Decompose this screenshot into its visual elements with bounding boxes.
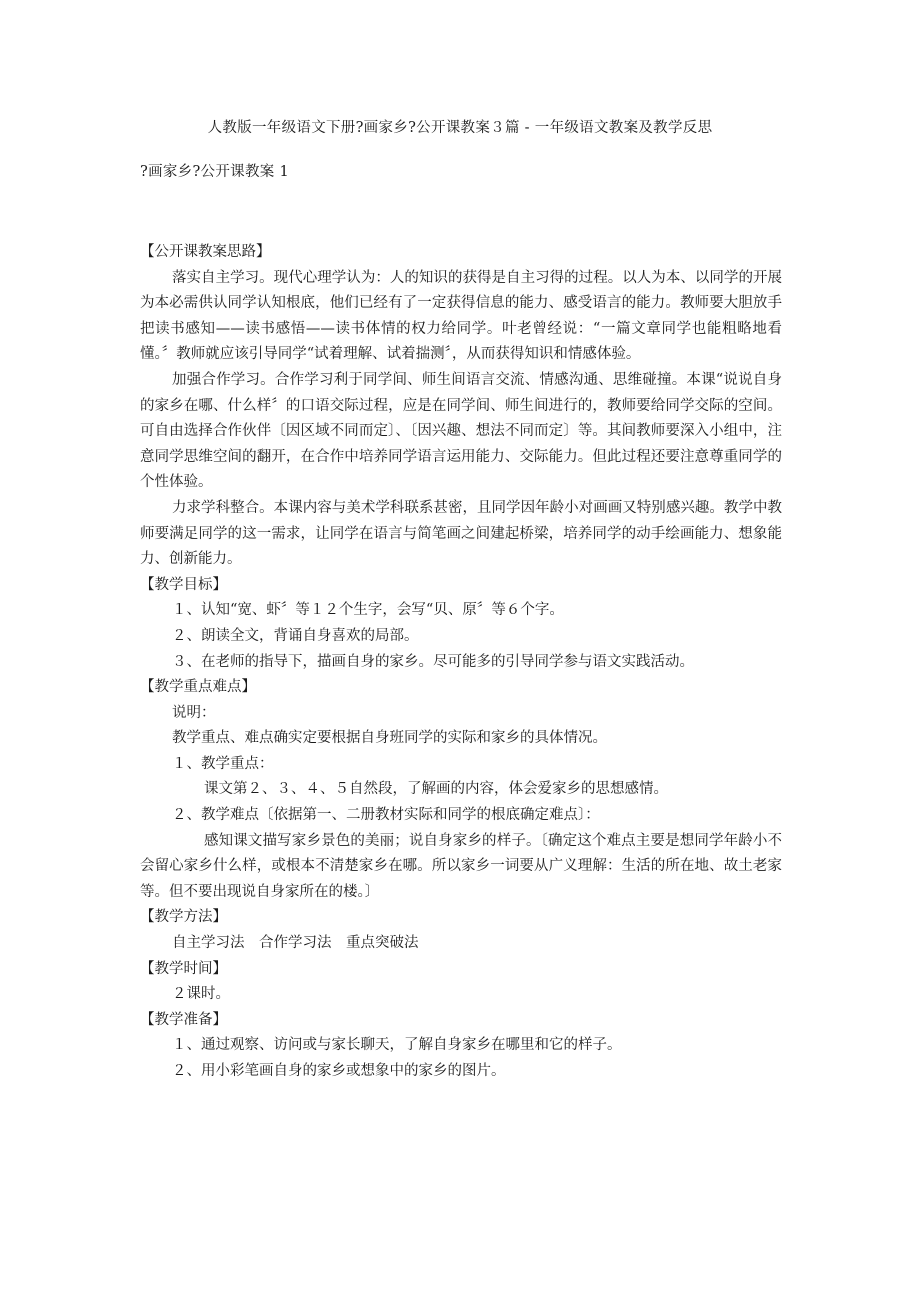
preparation-item-1: １、通过观察、访问或与家长聊天，了解自身家乡在哪里和它的样子。	[172, 1037, 622, 1054]
goal-item-2: ２、朗读全文，背诵自身喜欢的局部。	[172, 627, 419, 644]
document-subtitle: ?画家乡?公开课教案 1	[140, 164, 289, 180]
section-heading-key-points: 【教学重点难点】	[140, 679, 256, 696]
goal-item-1: １、认知“宽、虾〞等１２个生字，会写“贝、原〞等６个字。	[172, 602, 564, 619]
section-heading-approach: 【公开课教案思路】	[140, 244, 271, 260]
goal-item-3: ３、在老师的指导下，描画自身的家乡。尽可能多的引导同学参与语文实践活动。	[172, 653, 694, 670]
document-title: 人教版一年级语文下册?画家乡?公开课教案３篇 - 一年级语文教案及教学反思	[207, 120, 713, 136]
section-heading-methods: 【教学方法】	[140, 909, 227, 926]
section-heading-time: 【教学时间】	[140, 960, 227, 977]
section-heading-preparation: 【教学准备】	[140, 1011, 227, 1028]
methods-text: 自主学习法 合作学习法 重点突破法	[172, 935, 419, 952]
time-text: ２课时。	[172, 986, 230, 1003]
difficulty-label: ２、教学难点〔依据第一、二册教材实际和同学的根底确定难点〕：	[172, 807, 600, 824]
difficulty-text: 感知课文描写家乡景色的美丽；说自身家乡的样子。〔确定这个难点主要是想同学年龄小不会留心家乡什么样，或根本不清楚家乡在哪。所以家乡一词要从广义理解：生活的所在地、故土老家等。但不要出现说自身家所在的楼。〕	[140, 832, 782, 900]
key-points-note-label: 说明：	[172, 704, 216, 721]
preparation-item-2: ２、用小彩笔画自身的家乡或想象中的家乡的图片。	[172, 1063, 506, 1079]
document-body	[140, 240, 782, 1085]
section-heading-goals: 【教学目标】	[140, 576, 227, 593]
approach-paragraph-1: 落实自主学习。现代心理学认为：人的知识的获得是自主习得的过程。以人为本、以同学的开展为本必需供认同学认知根底，他们已经有了一定获得信息的能力、感受语言的能力。教师要大胆放手把读书感知——读书感悟——读书体情的权力给同学。叶老曾经说：“一篇文章同学也能粗略地看懂。〞教师就应该引导同学“试着理解、试着揣测〞，从而获得知识和情感体验。	[140, 269, 782, 363]
key-points-note-text: 教学重点、难点确实定要根据自身班同学的实际和家乡的具体情况。	[172, 730, 607, 747]
key-point-label: １、教学重点：	[172, 755, 274, 772]
approach-paragraph-2: 加强合作学习。合作学习利于同学间、师生间语言交流、情感沟通、思维碰撞。本课“说说自身的家乡在哪、什么样〞的口语交际过程，应是在同学间、师生间进行的，教师要给同学交际的空间。可自由选择合作伙伴〔因区域不同而定〕、〔因兴趣、想法不同而定〕等。其间教师要深入小组中，注意同学思维空间的翻开，在合作中培养同学语言运用能力、交际能力。但此过程还要注意尊重同学的个性体验。	[140, 371, 782, 491]
key-point-text: 课文第２、３、４、５自然段，了解画的内容，体会爱家乡的思想感情。	[204, 781, 668, 798]
approach-paragraph-3: 力求学科整合。本课内容与美术学科联系甚密，且同学因年龄小对画画又特别感兴趣。教学中教师要满足同学的这一需求，让同学在语言与简笔画之间建起桥梁，培养同学的动手绘画能力、想象能力、创新能力。	[140, 499, 782, 568]
